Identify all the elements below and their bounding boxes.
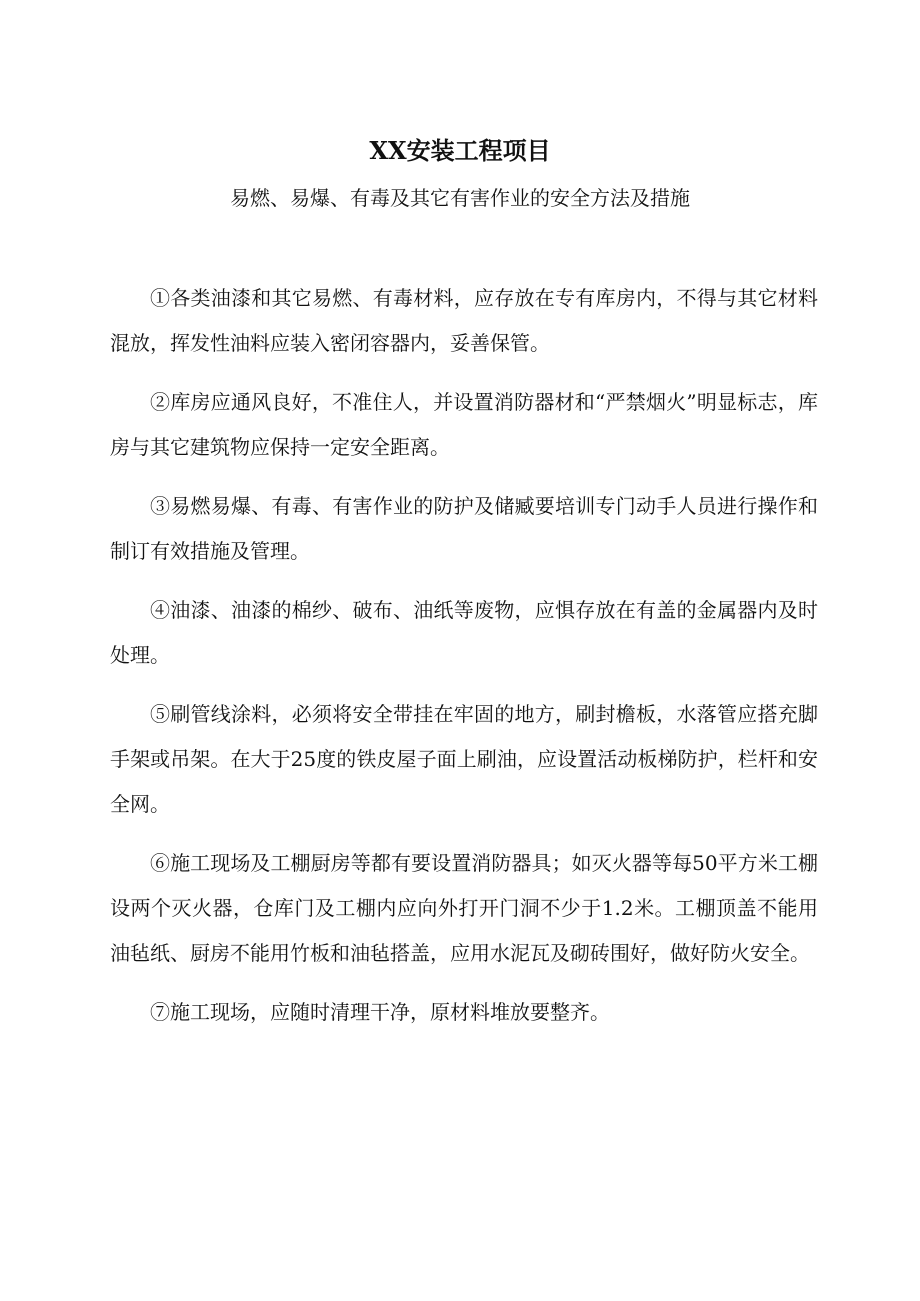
paragraph-5: ⑤刷管线涂料，必须将安全带挂在牢固的地方，刷封檐板，水落管应搭充脚手架或吊架。在大于25度的铁皮屋子面上刷油，应设置活动板梯防护，栏杆和安全网。 — [110, 702, 818, 816]
document-body — [110, 276, 818, 1049]
paragraph-4: ④油漆、油漆的棉纱、破布、油纸等废物，应惧存放在有盖的金属器内及时处理。 — [110, 598, 818, 667]
paragraph-2: ②库房应通风良好，不准住人，并设置消防器材和“严禁烟火”明显标志，库房与其它建筑物应保持一定安全距离。 — [110, 390, 818, 459]
paragraph-1: ①各类油漆和其它易燃、有毒材料，应存放在专有库房内，不得与其它材料混放，挥发性油料应装入密闭容器内，妥善保管。 — [110, 286, 818, 355]
paragraph-6: ⑥施工现场及工棚厨房等都有要设置消防器具；如灭火器等每50平方米工棚设两个灭火器，仓库门及工棚内应向外打开门洞不少于1.2米。工棚顶盖不能用油毡纸、厨房不能用竹板和油毡搭盖，应用水泥瓦及砌砖围好，做好防火安全。 — [110, 851, 818, 965]
document-title: XX安装工程项目 — [369, 136, 551, 165]
paragraph-3: ③易燃易爆、有毒、有害作业的防护及储臧要培训专门动手人员进行操作和制订有效措施及管理。 — [110, 494, 818, 563]
paragraph-7: ⑦施工现场，应随时清理干净，原材料堆放要整齐。 — [150, 1000, 610, 1024]
document-subtitle: 易燃、易爆、有毒及其它有害作业的安全方法及措施 — [230, 186, 690, 210]
